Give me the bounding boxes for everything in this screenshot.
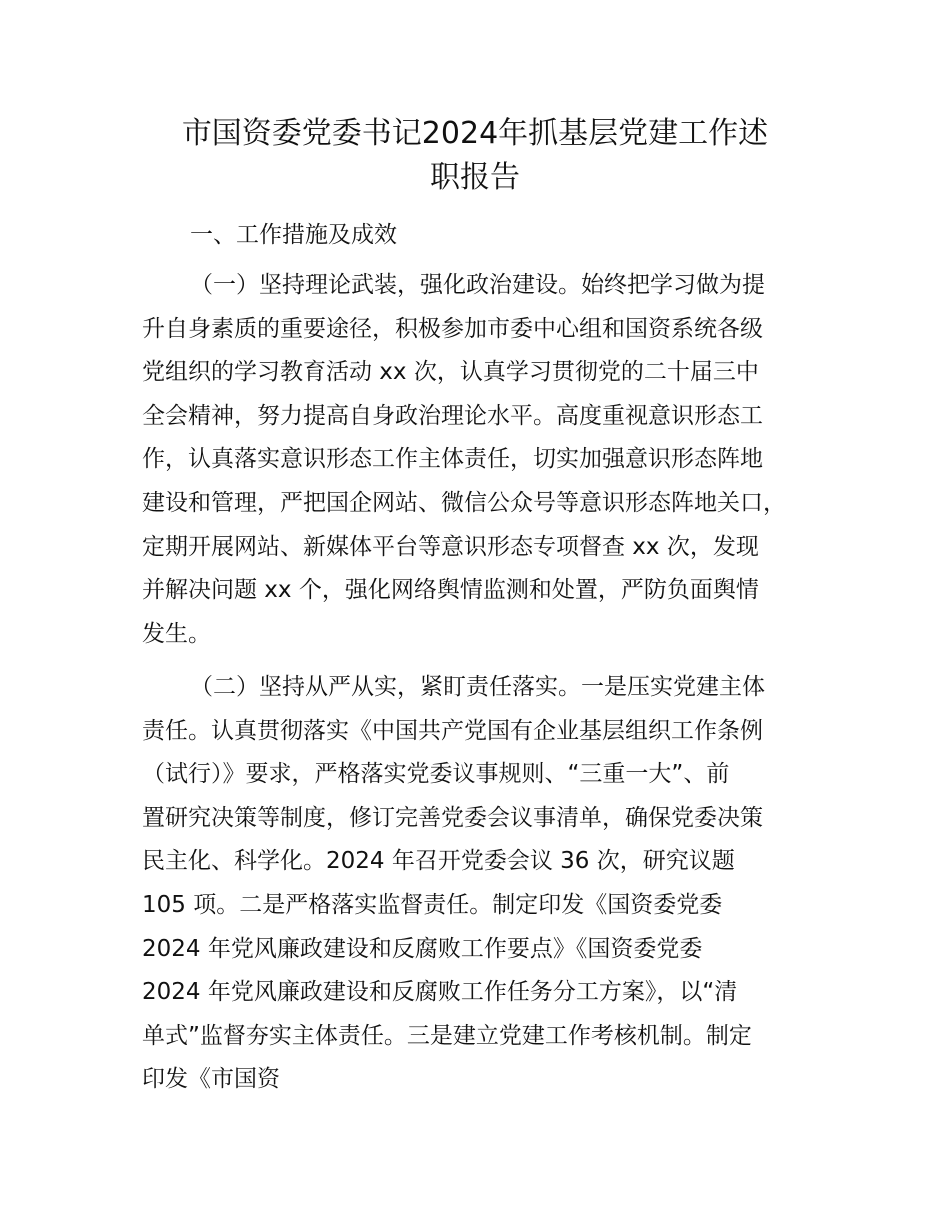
paragraph-1-line-5: 作，认真落实意识形态工作主体责任，切实加强意识形态阵地 (142, 446, 763, 473)
paragraph-2-line-2: 责任。认真贯彻落实《中国共产党国有企业基层组织工作条例 (142, 717, 763, 744)
paragraph-1-line-2: 升自身素质的重要途径，积极参加市委中心组和国资系统各级 (142, 315, 763, 342)
paragraph-2-line-6: 105 项。二是严格落实监督责任。制定印发《国资委党委 (142, 891, 723, 918)
paragraph-2-line-7: 2024 年党风廉政建设和反腐败工作要点》《国资委党委 (142, 935, 703, 962)
paragraph-2-line-4: 置研究决策等制度，修订完善党委会议事清单，确保党委决策 (142, 804, 763, 831)
section-heading: 一、工作措施及成效 (190, 222, 397, 248)
paragraph-1-line-1: （一）坚持理论武装，强化政治建设。始终把学习做为提 (190, 272, 765, 298)
paragraph-2-line-9: 单式”监督夯实主体责任。三是建立党建工作考核机制。制定 (142, 1022, 752, 1049)
paragraph-1-line-9: 发生。 (142, 620, 211, 647)
paragraph-2-line-5: 民主化、科学化。2024 年召开党委会议 36 次，研究议题 (142, 848, 735, 875)
paragraph-1 (142, 264, 786, 656)
paragraph-2-line-3: （试行）》要求，严格落实党委议事规则、“三重一大”、前 (142, 761, 730, 788)
paragraph-1-line-3: 党组织的学习教育活动 xx 次，认真学习贯彻党的二十届三中 (142, 359, 759, 386)
paragraph-2-line-8: 2024 年党风廉政建设和反腐败工作任务分工方案》，以“清 (142, 979, 738, 1006)
paragraph-1-line-7: 定期开展网站、新媒体平台等意识形态专项督查 xx 次，发现 (142, 533, 759, 560)
document-title (120, 112, 830, 200)
paragraph-1-line-8: 并解决问题 xx 个，强化网络舆情监测和处置，严防负面舆情 (142, 577, 759, 604)
paragraph-1-line-6: 建设和管理，严把国企网站、微信公众号等意识形态阵地关口， (142, 489, 786, 516)
paragraph-2-line-1: （二）坚持从严从实，紧盯责任落实。一是压实党建主体 (190, 674, 765, 700)
paragraph-2 (142, 666, 765, 1102)
paragraph-1-line-4: 全会精神，努力提高自身政治理论水平。高度重视意识形态工 (142, 402, 763, 429)
title-line-1: 市国资委党委书记2024年抓基层党建工作述 (181, 116, 769, 151)
title-line-2: 职报告 (430, 160, 520, 195)
paragraph-2-line-10: 印发《市国资 (142, 1066, 280, 1093)
